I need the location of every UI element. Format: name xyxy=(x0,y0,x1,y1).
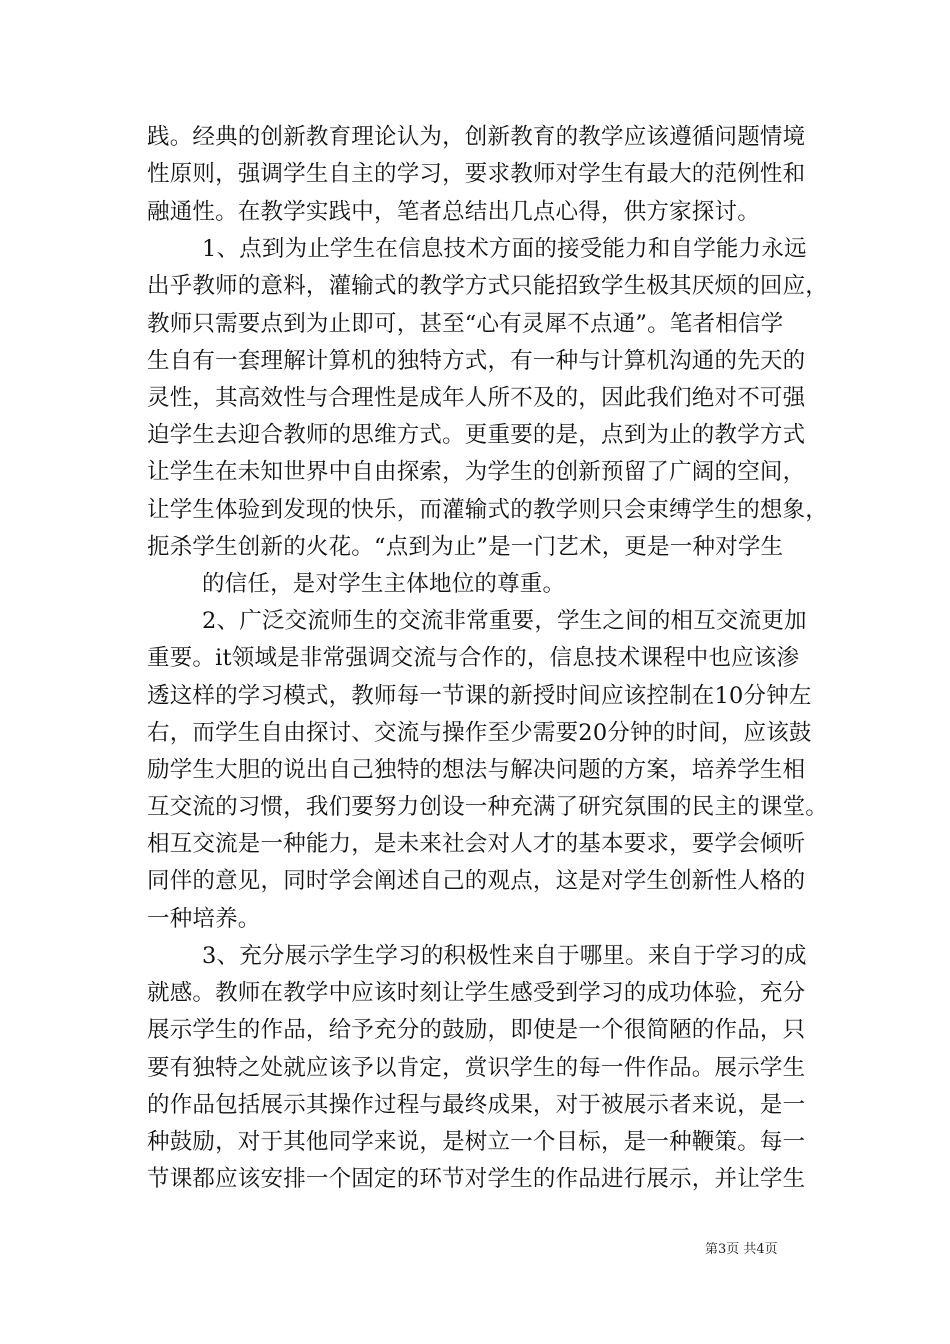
text-line: 出乎教师的意料，灌输式的教学方式只能招致学生极其厌烦的回应， xyxy=(147,273,829,299)
text-line: 教师只需要点到为止即可，甚至“心有灵犀不点通”。笔者相信学 xyxy=(147,311,784,337)
text-line: 性原则，强调学生自主的学习，要求教师对学生有最大的范例性和 xyxy=(147,161,806,187)
text-line: 右，而学生自由探讨、交流与操作至少需要20分钟的时间，应该鼓 xyxy=(147,720,812,746)
text-line: 相互交流是一种能力，是未来社会对人才的基本要求，要学会倾听 xyxy=(147,831,806,857)
text-line: 一种培养。 xyxy=(147,906,261,932)
text-line: 扼杀学生创新的火花。“点到为止”是一门艺术，更是一种对学生 xyxy=(147,534,784,560)
text-line: 节课都应该安排一个固定的环节对学生的作品进行展示，并让学生 xyxy=(147,1166,806,1192)
text-line: 践。经典的创新教育理论认为，创新教育的教学应该遵循问题情境 xyxy=(147,124,806,150)
text-line: 迫学生去迎合教师的思维方式。更重要的是，点到为止的教学方式 xyxy=(147,422,806,448)
text-line: 1、点到为止学生在信息技术方面的接受能力和自学能力永远 xyxy=(202,236,807,262)
text-line: 让学生体验到发现的快乐，而灌输式的教学则只会束缚学生的想象， xyxy=(147,497,829,523)
text-line: 灵性，其高效性与合理性是成年人所不及的，因此我们绝对不可强 xyxy=(147,385,806,411)
text-line: 融通性。在教学实践中，笔者总结出几点心得，供方家探讨。 xyxy=(147,199,760,225)
text-line: 励学生大胆的说出自己独特的想法与解决问题的方案，培养学生相 xyxy=(147,757,806,783)
text-line: 的作品包括展示其操作过程与最终成果，对于被展示者来说，是一 xyxy=(147,1092,806,1118)
text-line: 生自有一套理解计算机的独特方式，有一种与计算机沟通的先天的 xyxy=(147,348,806,374)
text-line: 重要。it领域是非常强调交流与合作的，信息技术课程中也应该渗 xyxy=(147,645,800,671)
text-line: 种鼓励，对于其他同学来说，是树立一个目标，是一种鞭策。每一 xyxy=(147,1129,806,1155)
text-line: 的信任，是对学生主体地位的尊重。 xyxy=(202,571,566,597)
text-line: 就感。教师在教学中应该时刻让学生感受到学习的成功体验，充分 xyxy=(147,980,806,1006)
text-line: 要有独特之处就应该予以肯定，赏识学生的每一件作品。展示学生 xyxy=(147,1055,806,1081)
text-line: 3、充分展示学生学习的积极性来自于哪里。来自于学习的成 xyxy=(202,943,807,969)
text-line: 让学生在未知世界中自由探索，为学生的创新预留了广阔的空间， xyxy=(147,459,806,485)
text-line: 2、广泛交流师生的交流非常重要，学生之间的相互交流更加 xyxy=(202,608,807,634)
text-line: 同伴的意见，同时学会阐述自己的观点，这是对学生创新性人格的 xyxy=(147,868,806,894)
page-number-footer: 第3页 共4页 xyxy=(705,1242,778,1257)
text-line: 透这样的学习模式，教师每一节课的新授时间应该控制在10分钟左 xyxy=(147,683,812,709)
text-line: 展示学生的作品，给予充分的鼓励，即使是一个很简陋的作品，只 xyxy=(147,1017,806,1043)
text-line: 互交流的习惯，我们要努力创设一种充满了研究氛围的民主的课堂。 xyxy=(147,794,829,820)
